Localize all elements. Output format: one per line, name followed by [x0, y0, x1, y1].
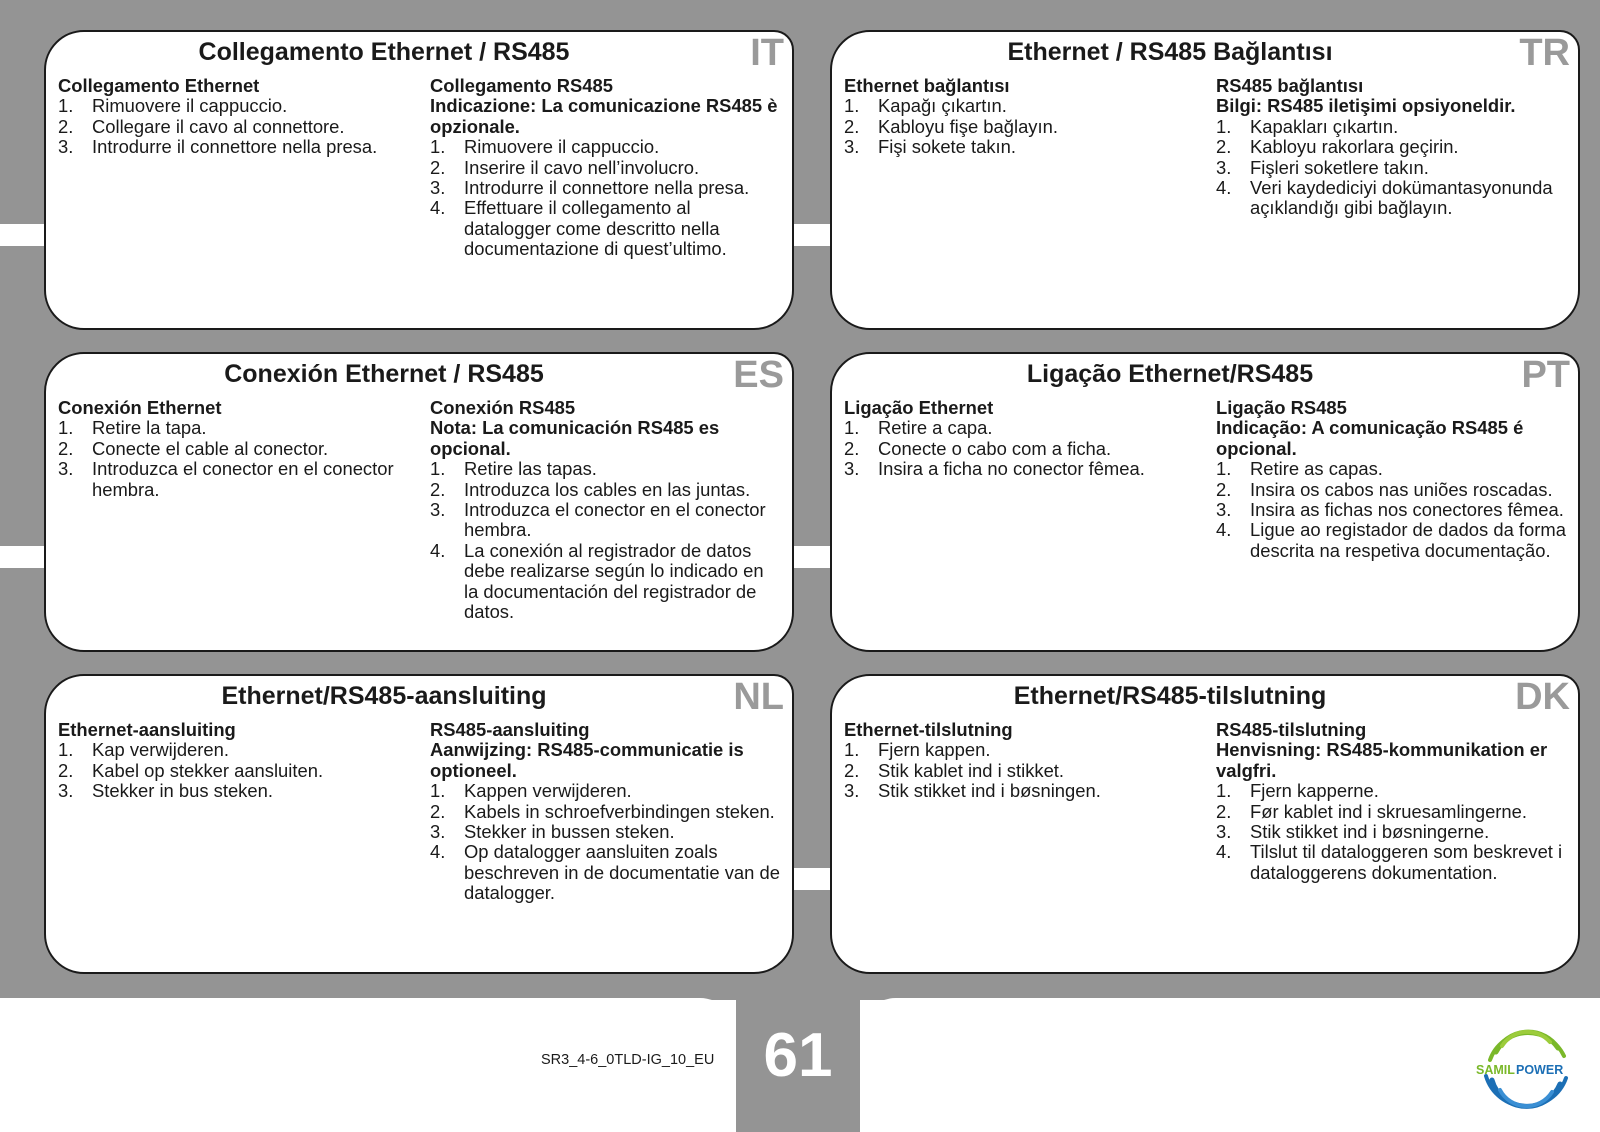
step-item — [1216, 480, 1568, 500]
document-code: SR3_4-6_0TLD-IG_10_EU — [541, 1052, 715, 1068]
language-code: TR — [1519, 32, 1570, 74]
step-text: Stik stikket ind i bøsningen. — [878, 780, 1101, 802]
step-number: 1. — [844, 739, 860, 761]
step-text: Kappen verwijderen. — [464, 780, 632, 802]
rs485-note: Henvisning: RS485-kommunikation er valgfri. — [1216, 739, 1548, 781]
ethernet-steps — [844, 96, 1204, 157]
step-text: Stik stikket ind i bøsningerne. — [1250, 821, 1490, 843]
svg-text:SAMIL: SAMIL — [1476, 1063, 1515, 1077]
step-text: Introdurre il connettore nella presa. — [464, 177, 750, 199]
step-text: Stik kablet ind i stikket. — [878, 759, 1065, 781]
ethernet-heading: Ethernet-aansluiting — [58, 719, 236, 740]
rs485-column — [1216, 76, 1568, 219]
step-number: 3. — [58, 780, 74, 802]
step-text: Collegare il cavo al connettore. — [92, 115, 345, 137]
step-number: 1. — [430, 780, 446, 802]
ethernet-column — [58, 398, 418, 500]
step-text: Stekker in bussen steken. — [464, 821, 675, 843]
rs485-steps — [430, 137, 782, 259]
step-item — [58, 459, 418, 500]
step-text: La conexión al registrador de datos debe realizarse según lo indicado en la documentación del registrador de datos. — [464, 539, 764, 623]
step-item — [1216, 802, 1568, 822]
step-number: 3. — [844, 780, 860, 802]
language-code: PT — [1521, 354, 1570, 396]
step-number: 3. — [430, 499, 446, 521]
step-number: 2. — [58, 115, 74, 137]
step-item — [58, 418, 418, 438]
samil-power-logo — [1474, 1018, 1578, 1122]
rs485-note: Indicazione: La comunicazione RS485 è opzionale. — [430, 95, 778, 137]
language-code: ES — [733, 354, 784, 396]
step-item — [844, 740, 1204, 760]
rs485-note: Bilgi: RS485 iletişimi opsiyoneldir. — [1216, 95, 1516, 117]
step-item — [430, 480, 782, 500]
panel-dk — [830, 674, 1580, 974]
rs485-note: Aanwijzing: RS485-communicatie is optioneel. — [430, 739, 744, 781]
panel-tr — [830, 30, 1580, 330]
step-text: Ligue ao registador de dados da forma descrita na respetiva documentação. — [1250, 519, 1566, 561]
step-number: 2. — [1216, 478, 1232, 500]
step-number: 2. — [430, 156, 446, 178]
ethernet-heading: Ethernet-tilslutning — [844, 719, 1013, 740]
step-item — [844, 117, 1204, 137]
step-number: 2. — [430, 800, 446, 822]
side-connector — [0, 224, 46, 246]
rs485-steps — [1216, 117, 1568, 219]
step-item — [1216, 520, 1568, 561]
step-number: 3. — [844, 136, 860, 158]
rs485-steps — [430, 459, 782, 622]
step-text: Kabels in schroefverbindingen steken. — [464, 800, 775, 822]
step-text: Op datalogger aansluiten zoals beschreven in de documentatie van de datalogger. — [464, 841, 780, 904]
step-number: 3. — [1216, 156, 1232, 178]
panel-title: Ethernet/RS485-aansluiting — [221, 682, 547, 710]
step-number: 1. — [1216, 115, 1232, 137]
step-item — [430, 541, 782, 623]
ethernet-heading: Conexión Ethernet — [58, 397, 222, 418]
step-item — [844, 439, 1204, 459]
step-item — [1216, 178, 1568, 219]
step-item — [58, 781, 418, 801]
step-number: 2. — [1216, 136, 1232, 158]
svg-text:POWER: POWER — [1516, 1063, 1564, 1077]
step-item — [58, 137, 418, 157]
rs485-heading: Conexión RS485 — [430, 397, 576, 418]
step-number: 1. — [1216, 780, 1232, 802]
side-connector — [0, 546, 46, 568]
step-item — [844, 418, 1204, 438]
step-number: 4. — [1216, 177, 1232, 199]
step-text: Kabloyu rakorlara geçirin. — [1250, 136, 1459, 158]
step-number: 4. — [430, 539, 446, 561]
step-number: 1. — [430, 136, 446, 158]
step-text: Introduzca el conector en el conector hembra. — [92, 458, 394, 500]
rs485-column — [430, 720, 782, 904]
center-connector — [794, 224, 832, 246]
step-item — [1216, 781, 1568, 801]
step-item — [430, 178, 782, 198]
step-text: Conecte o cabo com a ficha. — [878, 437, 1112, 459]
panel-pt — [830, 352, 1580, 652]
step-number: 2. — [430, 478, 446, 500]
center-connector — [794, 546, 832, 568]
rs485-heading: RS485-aansluiting — [430, 719, 590, 740]
rs485-steps — [1216, 459, 1568, 561]
step-text: Stekker in bus steken. — [92, 780, 273, 802]
step-item — [1216, 158, 1568, 178]
rs485-note: Nota: La comunicación RS485 es opcional. — [430, 417, 720, 459]
step-item — [1216, 842, 1568, 883]
rs485-heading: RS485-tilslutning — [1216, 719, 1367, 740]
step-item — [1216, 137, 1568, 157]
step-text: Effettuare il collegamento al datalogger come descritto nella documentazione di quest’ultimo. — [464, 197, 727, 260]
panel-nl — [44, 674, 794, 974]
rs485-column — [430, 76, 782, 260]
step-text: Før kablet ind i skruesamlingerne. — [1250, 800, 1527, 822]
step-text: Retire a capa. — [878, 417, 993, 439]
panel-es — [44, 352, 794, 652]
step-item — [430, 781, 782, 801]
step-text: Fişi sokete takın. — [878, 136, 1016, 158]
rs485-column — [1216, 398, 1568, 561]
step-text: Kapakları çıkartın. — [1250, 115, 1399, 137]
step-number: 2. — [844, 115, 860, 137]
rs485-heading: RS485 bağlantısı — [1216, 75, 1364, 96]
step-text: Kabloyu fişe bağlayın. — [878, 115, 1058, 137]
step-item — [844, 137, 1204, 157]
step-item — [844, 781, 1204, 801]
step-number: 1. — [844, 417, 860, 439]
language-code: NL — [733, 676, 784, 718]
rs485-steps — [1216, 781, 1568, 883]
step-text: Kabel op stekker aansluiten. — [92, 759, 324, 781]
step-text: Kapağı çıkartın. — [878, 95, 1007, 117]
ethernet-column — [844, 76, 1204, 158]
rs485-column — [1216, 720, 1568, 883]
step-number: 2. — [844, 437, 860, 459]
step-text: Inserire il cavo nell’involucro. — [464, 156, 700, 178]
step-item — [58, 96, 418, 116]
step-text: Fişleri soketlere takın. — [1250, 156, 1429, 178]
step-number: 2. — [1216, 800, 1232, 822]
step-text: Insira as fichas nos conectores fêmea. — [1250, 499, 1564, 521]
step-text: Retire la tapa. — [92, 417, 207, 439]
panel-title: Ligação Ethernet/RS485 — [1026, 360, 1314, 388]
step-item — [844, 459, 1204, 479]
step-item — [1216, 500, 1568, 520]
ethernet-steps — [844, 740, 1204, 801]
step-item — [58, 761, 418, 781]
step-text: Rimuovere il cappuccio. — [464, 136, 660, 158]
step-number: 3. — [1216, 821, 1232, 843]
step-item — [58, 740, 418, 760]
ethernet-column — [58, 720, 418, 802]
step-item — [58, 117, 418, 137]
ethernet-heading: Ligação Ethernet — [844, 397, 994, 418]
language-code: DK — [1515, 676, 1570, 718]
ethernet-heading: Ethernet bağlantısı — [844, 75, 1010, 96]
step-number: 1. — [58, 95, 74, 117]
panel-title: Conexión Ethernet / RS485 — [224, 360, 544, 388]
step-number: 4. — [1216, 841, 1232, 863]
step-item — [1216, 459, 1568, 479]
rs485-note: Indicação: A comunicação RS485 é opcional. — [1216, 417, 1524, 459]
step-number: 2. — [58, 759, 74, 781]
step-text: Introduzca el conector en el conector hembra. — [464, 499, 766, 541]
step-item — [844, 761, 1204, 781]
rs485-heading: Collegamento RS485 — [430, 75, 613, 96]
step-number: 4. — [430, 197, 446, 219]
step-text: Veri kaydediciyi dokümantasyonunda açıklandığı gibi bağlayın. — [1250, 177, 1553, 219]
step-text: Conecte el cable al conector. — [92, 437, 329, 459]
step-item — [430, 198, 782, 259]
center-connector — [794, 868, 832, 890]
step-item — [430, 459, 782, 479]
step-number: 3. — [1216, 499, 1232, 521]
ethernet-heading: Collegamento Ethernet — [58, 75, 260, 96]
step-number: 3. — [430, 177, 446, 199]
step-number: 3. — [58, 136, 74, 158]
ethernet-steps — [58, 740, 418, 801]
step-text: Kap verwijderen. — [92, 739, 229, 761]
step-text: Introduzca los cables en las juntas. — [464, 478, 751, 500]
step-item — [844, 96, 1204, 116]
panel-title: Ethernet / RS485 Bağlantısı — [1007, 38, 1333, 66]
step-number: 1. — [58, 417, 74, 439]
ethernet-column — [844, 398, 1204, 480]
page-number: 61 — [763, 1021, 833, 1090]
step-item — [430, 500, 782, 541]
panel-title: Collegamento Ethernet / RS485 — [198, 38, 570, 66]
ethernet-steps — [844, 418, 1204, 479]
step-text: Insira os cabos nas uniões roscadas. — [1250, 478, 1553, 500]
ethernet-column — [58, 76, 418, 158]
step-number: 1. — [58, 739, 74, 761]
step-number: 3. — [58, 458, 74, 480]
step-item — [58, 439, 418, 459]
step-item — [430, 137, 782, 157]
step-number: 2. — [58, 437, 74, 459]
step-item — [430, 802, 782, 822]
rs485-heading: Ligação RS485 — [1216, 397, 1347, 418]
rs485-steps — [430, 781, 782, 903]
step-text: Rimuovere il cappuccio. — [92, 95, 288, 117]
step-number: 2. — [844, 759, 860, 781]
step-number: 4. — [430, 841, 446, 863]
step-number: 1. — [1216, 458, 1232, 480]
ethernet-steps — [58, 418, 418, 500]
panel-title: Ethernet/RS485-tilslutning — [1013, 682, 1327, 710]
ethernet-steps — [58, 96, 418, 157]
step-text: Insira a ficha no conector fêmea. — [878, 458, 1145, 480]
rs485-column — [430, 398, 782, 622]
step-number: 3. — [844, 458, 860, 480]
step-item — [430, 842, 782, 903]
step-number: 1. — [844, 95, 860, 117]
step-text: Introdurre il connettore nella presa. — [92, 136, 378, 158]
language-code: IT — [750, 32, 784, 74]
step-item — [1216, 822, 1568, 842]
step-item — [430, 158, 782, 178]
step-item — [430, 822, 782, 842]
ethernet-column — [844, 720, 1204, 802]
step-text: Fjern kapperne. — [1250, 780, 1379, 802]
panel-it — [44, 30, 794, 330]
step-item — [1216, 117, 1568, 137]
step-number: 1. — [430, 458, 446, 480]
step-number: 4. — [1216, 519, 1232, 541]
step-text: Retire las tapas. — [464, 458, 597, 480]
step-text: Retire as capas. — [1250, 458, 1383, 480]
step-number: 3. — [430, 821, 446, 843]
step-text: Fjern kappen. — [878, 739, 991, 761]
step-text: Tilslut til dataloggeren som beskrevet i dataloggerens dokumentation. — [1250, 841, 1563, 883]
